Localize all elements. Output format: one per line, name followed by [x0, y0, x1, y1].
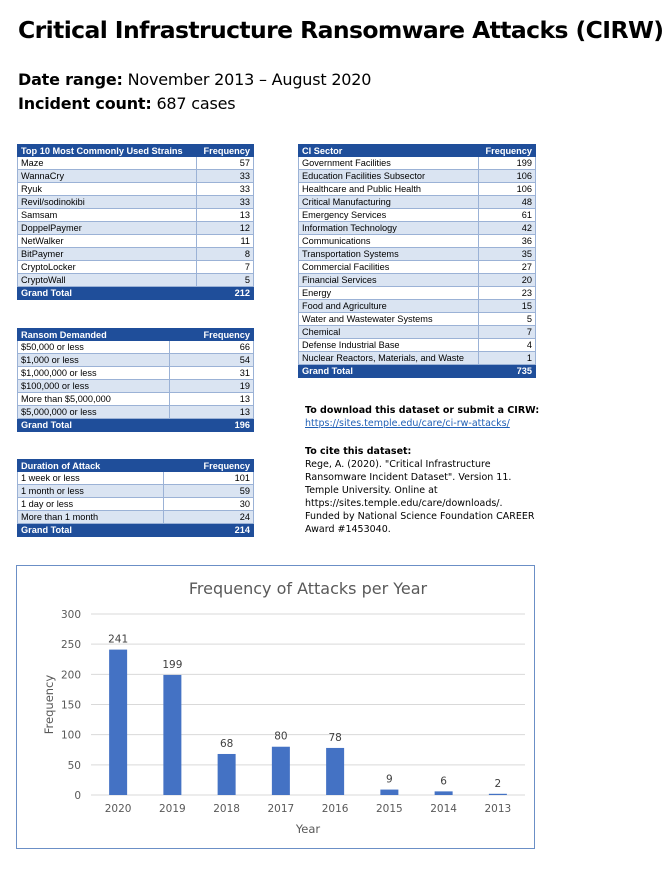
ci-sector-table: [298, 144, 536, 378]
row-label: 1 month or less: [18, 485, 164, 498]
grand-total-row: [299, 365, 536, 378]
y-tick-label: 150: [60, 699, 81, 712]
table-row: [299, 235, 536, 248]
citation-line: Ransomware Incident Dataset". Version 11.: [305, 472, 512, 483]
row-label: $5,000,000 or less: [18, 406, 170, 419]
total-label: Grand Total: [18, 419, 170, 432]
column-header: Frequency: [163, 460, 253, 472]
row-label: Information Technology: [299, 222, 479, 235]
row-label: $50,000 or less: [18, 341, 170, 354]
data-label: 9: [386, 773, 393, 786]
row-label: Emergency Services: [299, 209, 479, 222]
bar: [380, 790, 398, 795]
bar: [163, 675, 181, 795]
page-title: Critical Infrastructure Ransomware Attacks (CIRW): [18, 16, 663, 44]
table-row: [299, 326, 536, 339]
row-value: 5: [197, 274, 254, 287]
data-label: 78: [328, 731, 342, 744]
bar: [272, 747, 290, 795]
row-value: 13: [170, 406, 254, 419]
data-label: 80: [274, 730, 288, 743]
row-value: 7: [197, 261, 254, 274]
row-label: Government Facilities: [299, 157, 479, 170]
row-label: Education Facilities Subsector: [299, 170, 479, 183]
y-tick-label: 100: [60, 729, 81, 742]
row-label: 1 day or less: [18, 498, 164, 511]
row-value: 27: [479, 261, 536, 274]
table-row: [299, 339, 536, 352]
x-tick-label: 2013: [484, 803, 512, 815]
date-range-label: Date range:: [18, 70, 123, 89]
row-label: Transportation Systems: [299, 248, 479, 261]
row-label: More than $5,000,000: [18, 393, 170, 406]
row-label: Communications: [299, 235, 479, 248]
data-label: 68: [219, 737, 234, 750]
row-value: 19: [170, 380, 254, 393]
table-row: [18, 196, 254, 209]
table-row: [18, 261, 254, 274]
bar: [326, 748, 344, 795]
column-header: Ransom Demanded: [18, 329, 170, 341]
citation-line: Funded by National Science Foundation CAREER: [305, 511, 535, 522]
table-row: [18, 235, 254, 248]
table-row: [299, 183, 536, 196]
column-header: Frequency: [170, 329, 254, 341]
x-tick-label: 2019: [159, 803, 186, 815]
row-label: Revil/sodinokibi: [18, 196, 197, 209]
incident-count: [18, 94, 235, 113]
row-label: DoppelPaymer: [18, 222, 197, 235]
table-row: [18, 209, 254, 222]
row-label: BitPaymer: [18, 248, 197, 261]
y-tick-label: 200: [60, 669, 81, 682]
row-value: 57: [197, 157, 254, 170]
x-tick-label: 2015: [376, 803, 403, 815]
table-row: [18, 354, 254, 367]
table-header-row: [299, 145, 536, 157]
row-value: 4: [479, 339, 536, 352]
row-label: $1,000 or less: [18, 354, 170, 367]
table-row: [18, 511, 254, 524]
row-label: Healthcare and Public Health: [299, 183, 479, 196]
column-header: CI Sector: [299, 145, 479, 157]
chart-title: Frequency of Attacks per Year: [188, 579, 428, 598]
y-axis-label: Frequency: [42, 674, 56, 735]
x-tick-label: 2017: [267, 803, 295, 815]
incident-count-value: 687 cases: [156, 94, 236, 113]
column-header: Top 10 Most Commonly Used Strains: [18, 145, 197, 157]
citation-line: Award #1453040.: [305, 524, 391, 535]
row-label: Samsam: [18, 209, 197, 222]
download-info: [305, 404, 539, 430]
row-value: 5: [479, 313, 536, 326]
row-value: 30: [163, 498, 253, 511]
table-row: [299, 300, 536, 313]
grand-total-row: [18, 524, 254, 537]
table-row: [299, 352, 536, 365]
row-value: 59: [163, 485, 253, 498]
row-value: 33: [197, 170, 254, 183]
row-value: 54: [170, 354, 254, 367]
grand-total-row: [18, 419, 254, 432]
y-tick-label: 50: [67, 759, 81, 772]
total-value: 214: [163, 524, 253, 537]
data-label: 199: [162, 658, 183, 671]
citation-info: [305, 445, 545, 536]
table-row: [18, 472, 254, 485]
chart-container: [16, 565, 535, 849]
row-value: 11: [197, 235, 254, 248]
table-row: [18, 341, 254, 354]
row-label: Critical Manufacturing: [299, 196, 479, 209]
table-row: [18, 274, 254, 287]
row-label: Water and Wastewater Systems: [299, 313, 479, 326]
total-value: 735: [479, 365, 536, 378]
row-label: CryptoLocker: [18, 261, 197, 274]
citation-line: Rege, A. (2020). "Critical Infrastructure: [305, 459, 491, 470]
x-axis-label: Year: [295, 822, 321, 836]
row-label: NetWalker: [18, 235, 197, 248]
bar: [109, 650, 127, 795]
bar: [435, 791, 453, 795]
row-value: 101: [163, 472, 253, 485]
table-row: [18, 485, 254, 498]
x-tick-label: 2016: [321, 803, 349, 815]
table-row: [18, 157, 254, 170]
row-label: Financial Services: [299, 274, 479, 287]
table-row: [18, 380, 254, 393]
row-value: 1: [479, 352, 536, 365]
grand-total-row: [18, 287, 254, 300]
data-label: 241: [108, 633, 129, 646]
row-value: 42: [479, 222, 536, 235]
table-header-row: [18, 145, 254, 157]
table-row: [299, 248, 536, 261]
row-value: 20: [479, 274, 536, 287]
row-label: Nuclear Reactors, Materials, and Waste: [299, 352, 479, 365]
row-value: 199: [479, 157, 536, 170]
table-row: [299, 287, 536, 300]
bar: [218, 754, 236, 795]
table-row: [18, 406, 254, 419]
row-label: $1,000,000 or less: [18, 367, 170, 380]
table-row: [18, 183, 254, 196]
row-value: 24: [163, 511, 253, 524]
table-row: [299, 170, 536, 183]
bar: [489, 794, 507, 795]
table-row: [18, 498, 254, 511]
table-header-row: [18, 460, 254, 472]
row-label: CryptoWall: [18, 274, 197, 287]
incident-count-label: Incident count:: [18, 94, 152, 113]
row-value: 8: [197, 248, 254, 261]
row-value: 61: [479, 209, 536, 222]
row-label: $100,000 or less: [18, 380, 170, 393]
y-tick-label: 250: [60, 639, 81, 652]
row-label: 1 week or less: [18, 472, 164, 485]
table-row: [299, 196, 536, 209]
row-value: 13: [197, 209, 254, 222]
download-link[interactable]: https://sites.temple.edu/care/ci-rw-attacks/: [305, 418, 510, 429]
table-row: [299, 157, 536, 170]
citation-line: https://sites.temple.edu/care/downloads/.: [305, 498, 503, 509]
table-row: [18, 222, 254, 235]
duration-table: [17, 459, 254, 537]
row-value: 12: [197, 222, 254, 235]
table-row: [18, 367, 254, 380]
x-tick-label: 2018: [213, 803, 240, 815]
row-label: More than 1 month: [18, 511, 164, 524]
data-label: 6: [440, 775, 447, 788]
row-label: Commercial Facilities: [299, 261, 479, 274]
row-value: 7: [479, 326, 536, 339]
row-value: 23: [479, 287, 536, 300]
table-row: [299, 261, 536, 274]
table-row: [299, 313, 536, 326]
attacks-per-year-chart: [17, 566, 536, 850]
row-value: 15: [479, 300, 536, 313]
total-label: Grand Total: [299, 365, 479, 378]
table-row: [299, 274, 536, 287]
row-value: 35: [479, 248, 536, 261]
column-header: Duration of Attack: [18, 460, 164, 472]
x-tick-label: 2020: [104, 803, 132, 815]
total-value: 196: [170, 419, 254, 432]
table-header-row: [18, 329, 254, 341]
row-label: Defense Industrial Base: [299, 339, 479, 352]
row-value: 106: [479, 170, 536, 183]
download-heading: To download this dataset or submit a CIRW:: [305, 405, 540, 416]
row-value: 106: [479, 183, 536, 196]
y-tick-label: 300: [60, 609, 81, 621]
row-label: Ryuk: [18, 183, 197, 196]
date-range-value: November 2013 – August 2020: [127, 70, 372, 89]
table-row: [299, 222, 536, 235]
row-label: WannaCry: [18, 170, 197, 183]
row-value: 48: [479, 196, 536, 209]
table-row: [299, 209, 536, 222]
row-value: 13: [170, 393, 254, 406]
row-label: Food and Agriculture: [299, 300, 479, 313]
strains-table: [17, 144, 254, 300]
row-value: 66: [170, 341, 254, 354]
row-value: 31: [170, 367, 254, 380]
column-header: Frequency: [479, 145, 536, 157]
row-label: Chemical: [299, 326, 479, 339]
table-row: [18, 170, 254, 183]
table-row: [18, 393, 254, 406]
column-header: Frequency: [197, 145, 254, 157]
ransom-table: [17, 328, 254, 432]
row-value: 33: [197, 183, 254, 196]
table-row: [18, 248, 254, 261]
data-label: 2: [494, 777, 502, 790]
y-tick-label: 0: [74, 790, 81, 802]
row-label: Energy: [299, 287, 479, 300]
total-value: 212: [197, 287, 254, 300]
citation-line: Temple University. Online at: [305, 485, 438, 496]
date-range: [18, 70, 371, 89]
x-tick-label: 2014: [430, 803, 457, 815]
row-value: 36: [479, 235, 536, 248]
citation-heading: To cite this dataset:: [305, 446, 412, 457]
total-label: Grand Total: [18, 524, 164, 537]
row-value: 33: [197, 196, 254, 209]
total-label: Grand Total: [18, 287, 197, 300]
row-label: Maze: [18, 157, 197, 170]
